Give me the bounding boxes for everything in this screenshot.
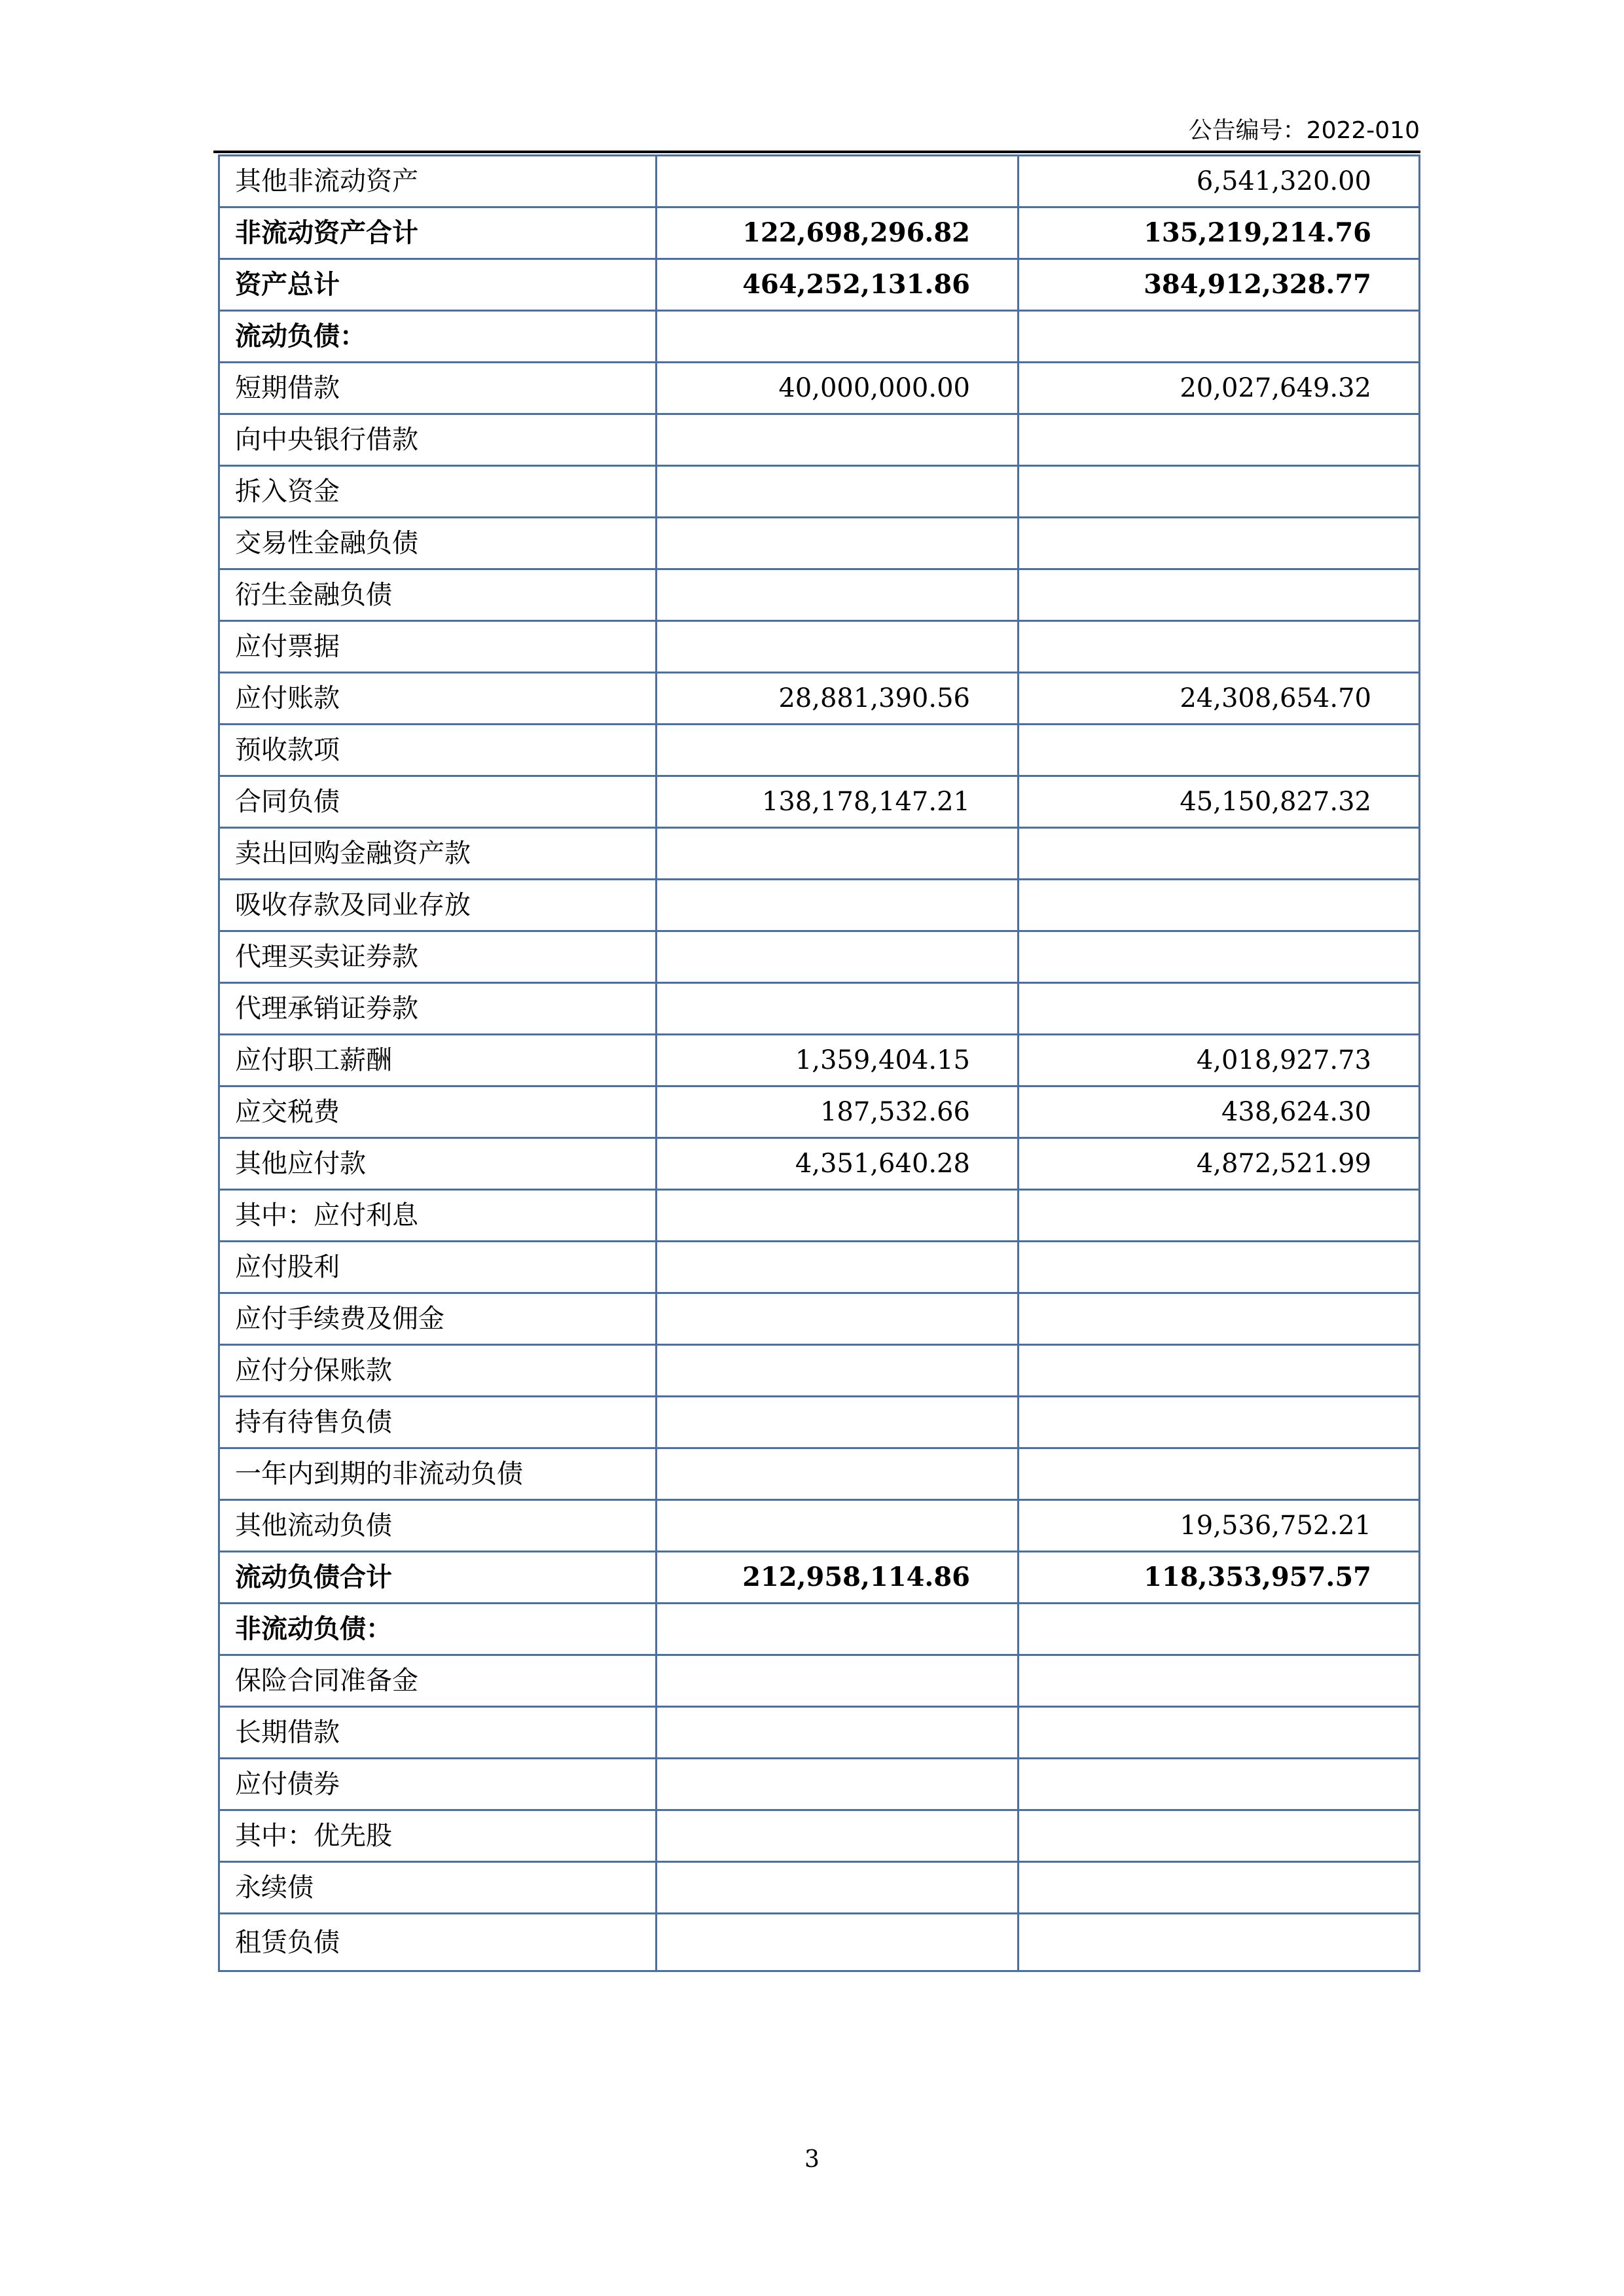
announcement-number: 公告编号：2022-010 [1188,117,1420,144]
page-number: 3 [804,2146,820,2173]
current-period-value [657,983,1019,1035]
prior-period-value [1019,1914,1420,1971]
row-label: 短期借款 [219,363,657,414]
current-period-value: 28,881,390.56 [657,673,1019,725]
prior-period-value [1019,1397,1420,1448]
current-period-value [657,569,1019,621]
total-row [219,259,1420,311]
table-row [219,621,1420,673]
row-label: 应付账款 [219,673,657,725]
table-row [219,673,1420,725]
prior-period-value [1019,311,1420,363]
current-period-value: 4,351,640.28 [657,1138,1019,1190]
subtotal-row [219,1552,1420,1604]
current-period-value [657,828,1019,880]
current-period-value [657,414,1019,466]
row-label: 合同负债 [219,776,657,828]
row-label: 租赁负债 [219,1914,657,1971]
row-label: 向中央银行借款 [219,414,657,466]
prior-period-value: 6,541,320.00 [1019,156,1420,207]
row-label: 资产总计 [219,259,657,311]
prior-period-value [1019,828,1420,880]
header-rule [213,151,1420,153]
current-period-value: 122,698,296.82 [657,207,1019,259]
row-label: 交易性金融负债 [219,518,657,569]
prior-period-value: 4,018,927.73 [1019,1035,1420,1086]
prior-period-value: 19,536,752.21 [1019,1500,1420,1552]
current-period-value [657,880,1019,931]
table-row [219,931,1420,983]
prior-period-value [1019,569,1420,621]
balance-sheet-table [218,154,1420,1972]
table-row [219,1086,1420,1138]
table-row [219,1810,1420,1862]
current-period-value [657,466,1019,518]
current-period-value [657,1862,1019,1914]
row-label: 其他流动负债 [219,1500,657,1552]
prior-period-value [1019,1190,1420,1242]
row-label: 应付分保账款 [219,1345,657,1397]
current-period-value [657,1914,1019,1971]
row-label: 应交税费 [219,1086,657,1138]
current-period-value: 212,958,114.86 [657,1552,1019,1604]
table-row [219,1138,1420,1190]
current-period-value [657,1448,1019,1500]
prior-period-value: 384,912,328.77 [1019,259,1420,311]
table-row [219,466,1420,518]
row-label: 保险合同准备金 [219,1655,657,1707]
current-period-value [657,518,1019,569]
current-period-value [657,725,1019,776]
row-label: 应付票据 [219,621,657,673]
current-period-value [657,1345,1019,1397]
prior-period-value: 4,872,521.99 [1019,1138,1420,1190]
prior-period-value [1019,880,1420,931]
row-label: 其中：优先股 [219,1810,657,1862]
prior-period-value [1019,1242,1420,1293]
prior-period-value: 118,353,957.57 [1019,1552,1420,1604]
current-period-value: 464,252,131.86 [657,259,1019,311]
current-period-value [657,156,1019,207]
table-row [219,363,1420,414]
table-row [219,828,1420,880]
prior-period-value: 24,308,654.70 [1019,673,1420,725]
row-label: 卖出回购金融资产款 [219,828,657,880]
prior-period-value [1019,1707,1420,1759]
current-period-value: 40,000,000.00 [657,363,1019,414]
table-row [219,1242,1420,1293]
row-label: 流动负债合计 [219,1552,657,1604]
row-label: 衍生金融负债 [219,569,657,621]
prior-period-value: 438,624.30 [1019,1086,1420,1138]
row-label: 其他应付款 [219,1138,657,1190]
row-label: 拆入资金 [219,466,657,518]
current-period-value [657,1500,1019,1552]
current-period-value [657,1655,1019,1707]
current-period-value [657,1190,1019,1242]
row-label: 一年内到期的非流动负债 [219,1448,657,1500]
prior-period-value [1019,1862,1420,1914]
table-row [219,569,1420,621]
current-period-value [657,1397,1019,1448]
current-period-value [657,1707,1019,1759]
row-label: 应付债券 [219,1759,657,1810]
table-row [219,1397,1420,1448]
section-header-row [219,311,1420,363]
row-label: 其他非流动资产 [219,156,657,207]
subtotal-row [219,207,1420,259]
table-row [219,1914,1420,1971]
row-label: 长期借款 [219,1707,657,1759]
table-row [219,1862,1420,1914]
row-label: 应付股利 [219,1242,657,1293]
current-period-value [657,1293,1019,1345]
table-row [219,1190,1420,1242]
current-period-value: 187,532.66 [657,1086,1019,1138]
table-row [219,1707,1420,1759]
prior-period-value [1019,466,1420,518]
table-row [219,156,1420,207]
prior-period-value [1019,1345,1420,1397]
current-period-value [657,311,1019,363]
prior-period-value: 45,150,827.32 [1019,776,1420,828]
prior-period-value [1019,518,1420,569]
prior-period-value [1019,1810,1420,1862]
prior-period-value [1019,931,1420,983]
row-label: 非流动资产合计 [219,207,657,259]
current-period-value [657,621,1019,673]
row-label: 流动负债： [219,311,657,363]
table-row [219,1500,1420,1552]
row-label: 非流动负债： [219,1604,657,1655]
row-label: 吸收存款及同业存放 [219,880,657,931]
prior-period-value [1019,1655,1420,1707]
table-row [219,1448,1420,1500]
row-label: 应付职工薪酬 [219,1035,657,1086]
prior-period-value [1019,414,1420,466]
table-row [219,1759,1420,1810]
row-label: 其中：应付利息 [219,1190,657,1242]
prior-period-value [1019,983,1420,1035]
table-row [219,776,1420,828]
table-row [219,725,1420,776]
current-period-value: 138,178,147.21 [657,776,1019,828]
row-label: 代理承销证券款 [219,983,657,1035]
prior-period-value [1019,1293,1420,1345]
prior-period-value: 135,219,214.76 [1019,207,1420,259]
table-row [219,880,1420,931]
section-header-row [219,1604,1420,1655]
row-label: 预收款项 [219,725,657,776]
prior-period-value [1019,1604,1420,1655]
row-label: 应付手续费及佣金 [219,1293,657,1345]
table-row [219,518,1420,569]
prior-period-value: 20,027,649.32 [1019,363,1420,414]
current-period-value: 1,359,404.15 [657,1035,1019,1086]
table-row [219,1345,1420,1397]
table-row [219,1293,1420,1345]
current-period-value [657,1242,1019,1293]
current-period-value [657,1759,1019,1810]
prior-period-value [1019,621,1420,673]
table-row [219,414,1420,466]
current-period-value [657,931,1019,983]
row-label: 永续债 [219,1862,657,1914]
table-row [219,1035,1420,1086]
table-row [219,983,1420,1035]
current-period-value [657,1810,1019,1862]
current-period-value [657,1604,1019,1655]
table-row [219,1655,1420,1707]
row-label: 代理买卖证券款 [219,931,657,983]
prior-period-value [1019,1759,1420,1810]
prior-period-value [1019,1448,1420,1500]
row-label: 持有待售负债 [219,1397,657,1448]
prior-period-value [1019,725,1420,776]
